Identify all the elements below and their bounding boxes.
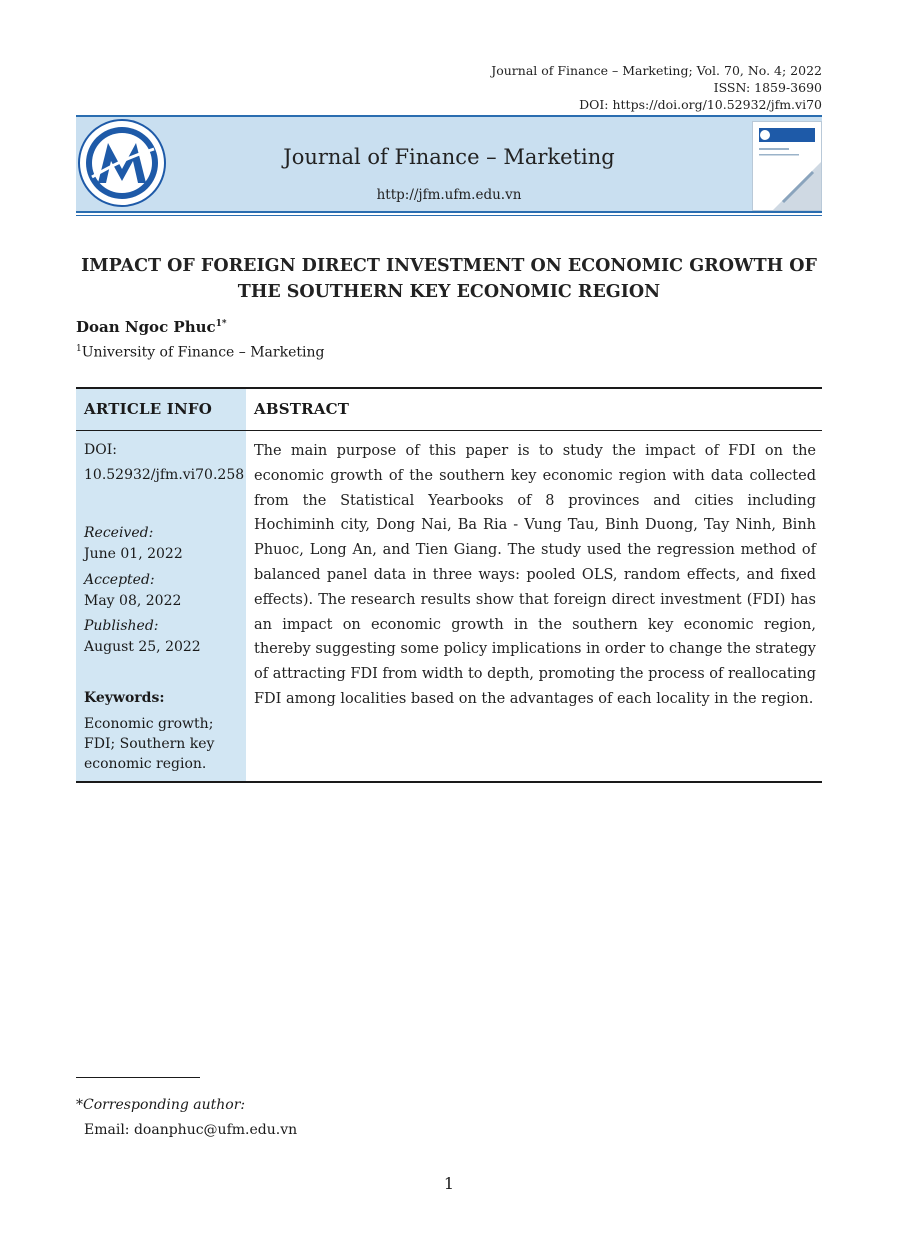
journal-cover-icon xyxy=(752,121,822,211)
page-number: 1 xyxy=(443,1174,455,1193)
affiliation-text: University of Finance – Marketing xyxy=(81,344,325,361)
table-bottom-rule xyxy=(76,781,822,783)
table-header-rule xyxy=(76,430,822,431)
paper-title-line2: THE SOUTHERN KEY ECONOMIC REGION xyxy=(237,282,661,302)
doi-label: DOI: xyxy=(84,442,117,458)
keywords-line2: FDI; Southern key xyxy=(84,736,215,752)
banner-rule-thin xyxy=(76,215,822,216)
article-info-heading: ARTICLE INFO xyxy=(84,400,213,418)
affiliation-superscript: 1 xyxy=(76,344,82,354)
journal-citation: Journal of Finance – Marketing; Vol. 70, No. 4; 2022 xyxy=(491,63,822,78)
keywords-line1: Economic growth; xyxy=(84,716,214,732)
keywords-line3: economic region. xyxy=(84,756,207,772)
banner-rule xyxy=(76,211,822,213)
journal-url[interactable]: http://jfm.ufm.edu.vn xyxy=(376,187,522,203)
received-label: Received: xyxy=(84,525,154,541)
affiliation xyxy=(76,344,324,361)
journal-issn: ISSN: 1859-3690 xyxy=(713,80,822,95)
author-name-text: Doan Ngoc Phuc xyxy=(76,318,216,336)
paper-title-line1: IMPACT OF FOREIGN DIRECT INVESTMENT ON ECONOMIC GROWTH OF xyxy=(81,256,817,276)
table-top-rule xyxy=(76,387,822,389)
paper-title xyxy=(76,253,822,305)
accepted-value: May 08, 2022 xyxy=(84,593,182,609)
footnote-rule xyxy=(76,1077,200,1078)
journal-doi: DOI: https://doi.org/10.52932/jfm.vi70 xyxy=(579,97,822,112)
author-name xyxy=(76,318,227,336)
published-value: August 25, 2022 xyxy=(84,639,201,655)
keywords-label: Keywords: xyxy=(84,690,165,706)
journal-name: Journal of Finance – Marketing xyxy=(283,145,615,169)
abstract-text: The main purpose of this paper is to study the impact of FDI on the economic growth of the southern key economic region with data collected from the Statistical Yearbooks of 8 provinces and cities including Hochiminh city, Dong Nai, Ba Ria - Vung Tau, Binh Duong, Tay Ninh, Binh Phuoc, Long An, and Tien Giang. The study used the regression method of balanced panel data in three ways: pooled OLS, random effects, and fixed effects). The research results show that foreign direct investment (FDI) has an impact on economic growth in the southern key economic region, thereby suggesting some policy implications in order to change the strategy of attracting FDI from width to depth, promoting the process of reallocating FDI among localities based on the advantages of each locality in the region. xyxy=(254,443,816,707)
corresponding-author-email[interactable]: Email: doanphuc@ufm.edu.vn xyxy=(84,1122,298,1138)
published-label: Published: xyxy=(84,618,159,634)
received-value: June 01, 2022 xyxy=(84,546,183,562)
abstract-heading: ABSTRACT xyxy=(254,400,350,418)
doi-value[interactable]: 10.52932/jfm.vi70.258 xyxy=(84,467,245,483)
accepted-label: Accepted: xyxy=(84,572,155,588)
corresponding-author-label: *Corresponding author: xyxy=(76,1097,246,1113)
author-superscript: 1* xyxy=(215,319,227,329)
